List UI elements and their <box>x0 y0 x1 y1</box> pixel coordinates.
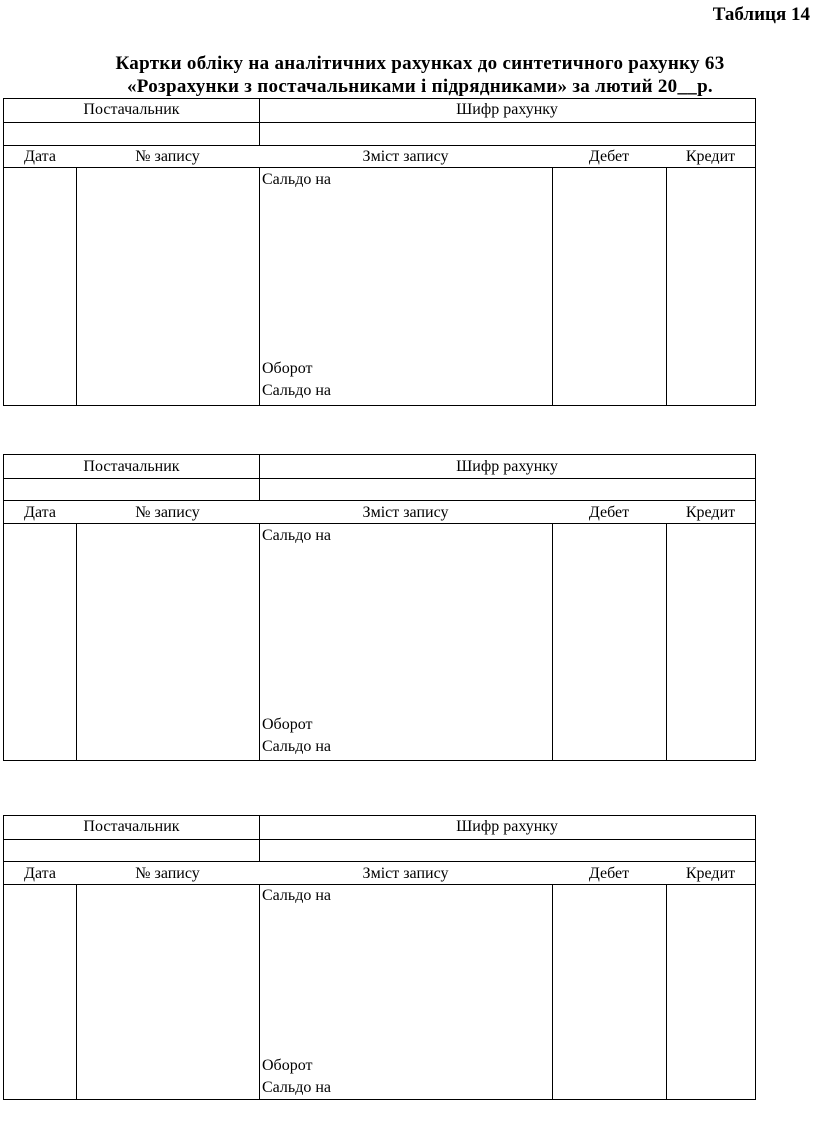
opening-balance-label: Сальдо на <box>262 887 331 904</box>
supplier-label: Постачальник <box>83 458 180 475</box>
col-entry-content: Зміст запису <box>362 148 449 165</box>
col-debit: Дебет <box>588 865 630 882</box>
col-credit: Кредит <box>685 504 736 521</box>
table-number: Таблиця 14 <box>712 4 810 25</box>
divider <box>552 885 553 1099</box>
supplier-value-row <box>4 123 755 146</box>
column-header-row <box>4 862 755 885</box>
supplier-value-row <box>4 479 755 501</box>
turnover-label: Оборот <box>262 716 313 733</box>
col-date: Дата <box>24 148 56 165</box>
account-code-field[interactable] <box>260 840 755 861</box>
supplier-label: Постачальник <box>83 818 180 835</box>
turnover-label: Оборот <box>262 1057 313 1074</box>
account-card-1 <box>3 98 756 406</box>
col-date: Дата <box>24 865 56 882</box>
opening-balance-label: Сальдо на <box>262 527 331 544</box>
account-card-3 <box>3 815 756 1100</box>
divider <box>76 885 77 1099</box>
supplier-header-row <box>4 816 755 840</box>
account-card-2 <box>3 454 756 761</box>
col-debit: Дебет <box>588 148 630 165</box>
closing-balance-label: Сальдо на <box>262 382 331 399</box>
col-entry-number: № запису <box>135 504 200 521</box>
column-header-row <box>4 501 755 524</box>
col-entry-number: № запису <box>135 148 200 165</box>
divider <box>666 168 667 405</box>
closing-balance-label: Сальдо на <box>262 1079 331 1096</box>
divider <box>552 524 553 760</box>
account-code-label: Шифр рахунку <box>456 101 558 118</box>
col-date: Дата <box>24 504 56 521</box>
supplier-header-row <box>4 99 755 123</box>
opening-balance-label: Сальдо на <box>262 171 331 188</box>
supplier-label: Постачальник <box>83 101 180 118</box>
supplier-header-row <box>4 455 755 479</box>
divider <box>552 168 553 405</box>
col-entry-content: Зміст запису <box>362 865 449 882</box>
turnover-label: Оборот <box>262 360 313 377</box>
account-code-label: Шифр рахунку <box>456 458 558 475</box>
divider <box>76 524 77 760</box>
divider <box>666 524 667 760</box>
closing-balance-label: Сальдо на <box>262 738 331 755</box>
divider <box>259 885 260 1099</box>
supplier-field[interactable] <box>4 840 259 861</box>
entries-area <box>4 885 755 1099</box>
divider <box>259 168 260 405</box>
entries-area <box>4 524 755 760</box>
supplier-field[interactable] <box>4 123 259 145</box>
document-title <box>0 52 816 98</box>
entries-area <box>4 168 755 405</box>
col-entry-number: № запису <box>135 865 200 882</box>
supplier-value-row <box>4 840 755 862</box>
supplier-field[interactable] <box>4 479 259 500</box>
account-code-field[interactable] <box>260 123 755 145</box>
column-header-row <box>4 146 755 168</box>
divider <box>76 168 77 405</box>
col-credit: Кредит <box>685 148 736 165</box>
title-line-1: Картки обліку на аналітичних рахунках до синтетичного рахунку 63 <box>115 53 725 74</box>
account-code-field[interactable] <box>260 479 755 500</box>
col-debit: Дебет <box>588 504 630 521</box>
divider <box>259 524 260 760</box>
col-entry-content: Зміст запису <box>362 504 449 521</box>
divider <box>666 885 667 1099</box>
title-line-2: «Розрахунки з постачальниками і підрядниками» за лютий 20__р. <box>127 76 713 97</box>
col-credit: Кредит <box>685 865 736 882</box>
account-code-label: Шифр рахунку <box>456 818 558 835</box>
